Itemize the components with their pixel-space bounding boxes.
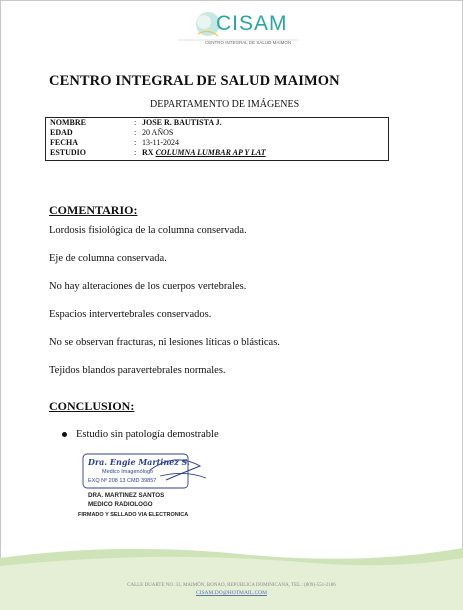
- signed-note: FIRMADO Y SELLADO VIA ELECTRONICA: [78, 512, 189, 518]
- page-title: CENTRO INTEGRAL DE SALUD MAIMON: [49, 73, 340, 89]
- logo-subtitle: CENTRO INTEGRAL DE SALUD MAIMON: [205, 40, 292, 45]
- signature-stamp: [80, 450, 210, 492]
- age-label: EDAD: [50, 128, 73, 137]
- study-prefix: RX: [142, 148, 156, 157]
- date-value: 13-11-2024: [142, 138, 180, 147]
- stamp-role: Medico Imagenólogo: [102, 469, 154, 475]
- name-colon: :: [134, 118, 137, 127]
- conclusion-heading: CONCLUSION:: [49, 399, 135, 413]
- footer-email-link[interactable]: CISAM.DO@HOTMAIL.COM: [195, 590, 268, 596]
- department-title: DEPARTAMENTO DE IMÁGENES: [150, 99, 300, 110]
- date-label: FECHA: [50, 138, 78, 147]
- footer-wave: [0, 540, 463, 610]
- name-value: JOSE R. BAUTISTA J.: [142, 118, 222, 127]
- name-label: NOMBRE: [50, 118, 86, 127]
- age-value: 20 AÑOS: [142, 128, 174, 137]
- doctor-name: DRA. MARTINEZ SANTOS: [88, 492, 165, 499]
- conclusion-item: Estudio sin patología demostrable: [76, 429, 219, 440]
- comentario-heading: COMENTARIO:: [49, 203, 138, 217]
- date-colon: :: [134, 138, 137, 147]
- comentario-line: Lordosis fisiológica de la columna conservada.: [49, 225, 247, 236]
- stamp-exequatur: EXQ Nº 208 13 CMD 39857: [88, 478, 157, 484]
- doctor-title: MEDICO RADIOLOGO: [88, 501, 153, 508]
- comentario-line: No hay alteraciones de los cuerpos vertebrales.: [49, 281, 247, 292]
- comentario-line: Eje de columna conservada.: [49, 253, 167, 264]
- logo-name: CISAM: [216, 12, 288, 35]
- comentario-line: Tejidos blandos paravertebrales normales.: [49, 365, 226, 376]
- comentario-line: No se observan fracturas, ni lesiones líticas o blásticas.: [49, 337, 280, 348]
- study-label: ESTUDIO: [50, 148, 87, 157]
- bullet-icon: [62, 432, 67, 437]
- patient-info-box: [45, 117, 389, 161]
- study-value-wrap: [142, 148, 266, 158]
- study-colon: :: [134, 148, 137, 157]
- study-value: COLUMNA LUMBAR AP Y LAT: [155, 148, 266, 157]
- age-colon: :: [134, 128, 137, 137]
- footer-address: CALLE DUARTE NO. 33, MAIMÓN, BONAO, REPUBLICA DOMINICANA, TEL.: (809)-551-2186: [127, 583, 336, 588]
- comentario-line: Espacios intervertebrales conservados.: [49, 309, 212, 320]
- stamp-name: Dra. Engie Martinez S.: [88, 457, 190, 467]
